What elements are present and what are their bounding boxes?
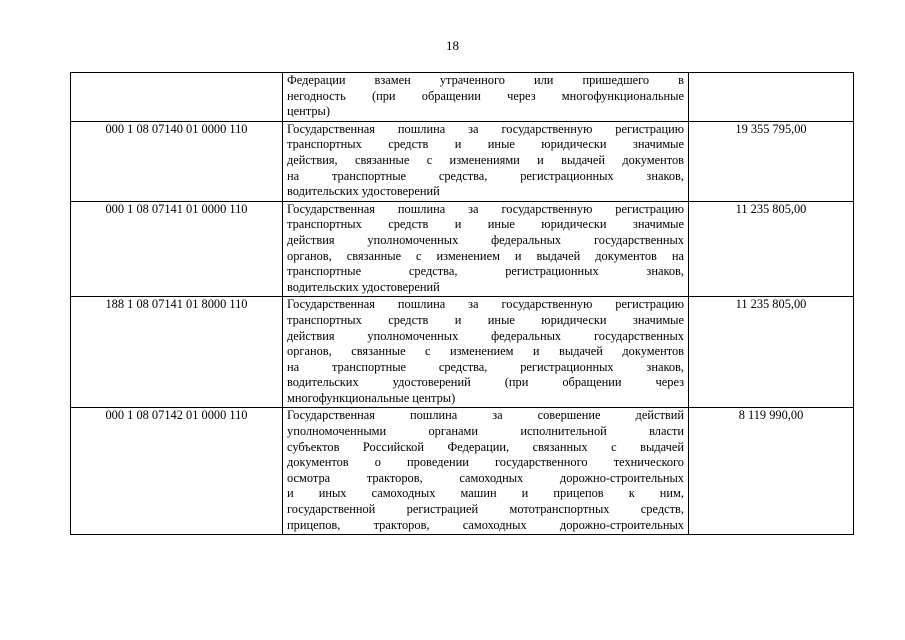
amount-cell: 19 355 795,00 [689,121,854,201]
income-name-line: негодность (при обращении через многофункциональные [287,88,684,103]
income-name-line: водительских удостоверений (при обращении через [287,375,684,390]
income-name-line: Государственная пошлина за государственную регистрацию [287,201,684,216]
income-name-cell [283,201,689,297]
income-name-line: и иных самоходных машин и прицепов к ним, [287,486,684,501]
amount-cell [689,73,854,122]
income-name-line: Государственная пошлина за совершение действий [287,408,684,423]
table-row [71,201,854,297]
income-name-line: государственной регистрацией мототранспортных средств, [287,502,684,517]
income-name-line: прицепов, тракторов, самоходных дорожно-строительных [287,517,684,532]
budget-code-cell: 000 1 08 07142 01 0000 110 [71,408,283,535]
income-name-line: транспортные средства, регистрационных знаков, [287,264,684,279]
amount-cell: 8 119 990,00 [689,408,854,535]
table-row [71,73,854,122]
budget-code-cell: 000 1 08 07141 01 0000 110 [71,201,283,297]
income-name-line: водительских удостоверений [287,279,440,294]
income-name-line: органов, связанные с изменением и выдачей документов на [287,248,684,263]
income-name-line: субъектов Российской Федерации, связанных с выдачей [287,439,684,454]
page-number: 18 [446,38,459,53]
income-name-cell [283,73,689,122]
income-name-line: уполномоченными органами исполнительной власти [287,424,684,439]
income-name-line: центры) [287,104,330,119]
table-row [71,408,854,535]
income-name-line: Федерации взамен утраченного или пришедшего в [287,73,684,87]
income-name-line: на транспортные средства, регистрационных знаков, [287,168,684,183]
amount-cell: 11 235 805,00 [689,201,854,297]
income-name-line: Государственная пошлина за государственную регистрацию [287,297,684,312]
income-name-line: действия, связанные с изменениями и выдачей документов [287,152,684,167]
income-name-cell [283,297,689,408]
amount-cell: 11 235 805,00 [689,297,854,408]
income-name-line: действия уполномоченных федеральных государственных [287,232,684,247]
budget-code-cell [71,73,283,122]
income-name-cell [283,408,689,535]
income-name-line: транспортных средств и иные юридически значимые [287,217,684,232]
income-name-line: осмотра тракторов, самоходных дорожно-строительных [287,470,684,485]
income-name-line: действия уполномоченных федеральных государственных [287,328,684,343]
income-name-line: водительских удостоверений [287,184,440,199]
budget-code-cell: 000 1 08 07140 01 0000 110 [71,121,283,201]
income-name-line: Государственная пошлина за государственную регистрацию [287,121,684,136]
income-name-line: транспортных средств и иные юридически значимые [287,137,684,152]
budget-code-cell: 188 1 08 07141 01 8000 110 [71,297,283,408]
table-row [71,121,854,201]
table-row [71,297,854,408]
income-name-cell [283,121,689,201]
income-name-line: на транспортные средства, регистрационных знаков, [287,359,684,374]
income-name-line: органов, связанные с изменением и выдачей документов [287,344,684,359]
income-name-line: документов о проведении государственного технического [287,455,684,470]
income-name-line: транспортных средств и иные юридически значимые [287,312,684,327]
income-name-line: многофункциональные центры) [287,390,456,405]
revenue-table [70,72,854,535]
